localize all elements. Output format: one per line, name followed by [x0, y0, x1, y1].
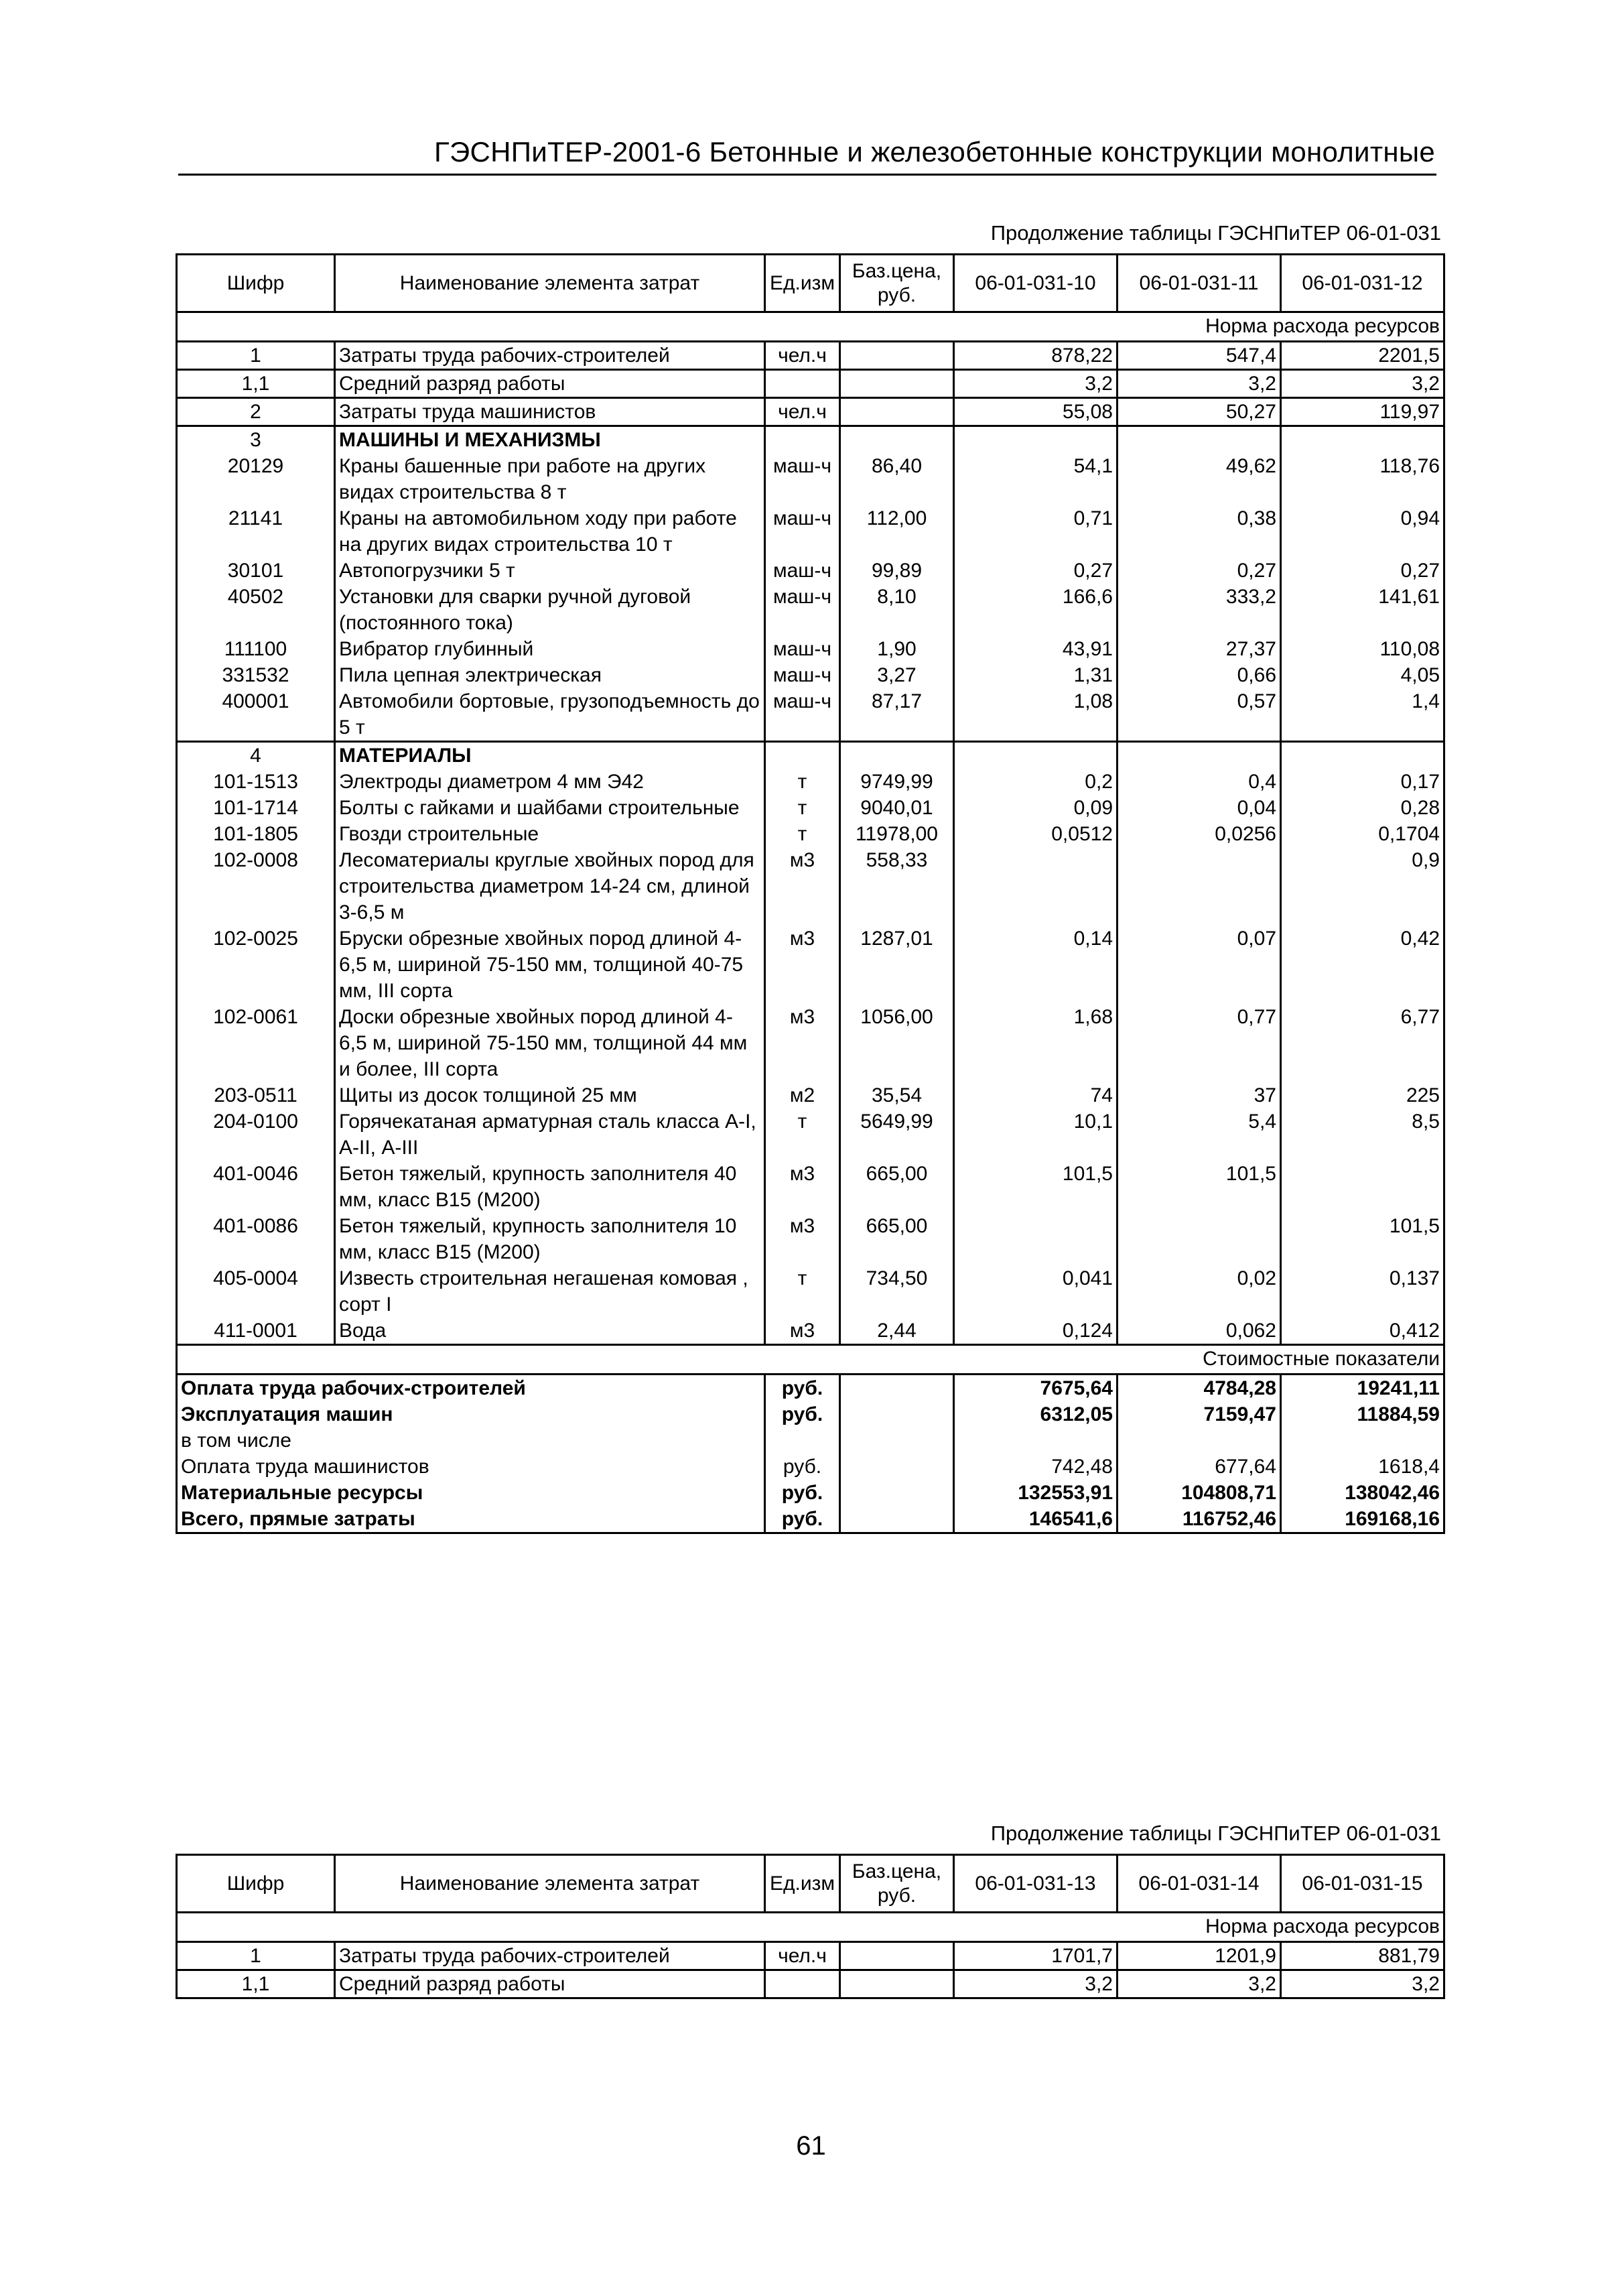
- row-code: 411-0001: [177, 1318, 335, 1345]
- row-code: 405-0004: [177, 1265, 335, 1318]
- row-name: Лесоматериалы круглые хвойных пород для строительства диаметром 14-24 см, длиной 3-6,5 м: [335, 847, 765, 926]
- col-code1-header: 06-01-031-13: [954, 1855, 1118, 1913]
- cost-value-2: 7159,47: [1118, 1401, 1281, 1427]
- running-header-text: ГЭСНПиТЕР-2001-6 Бетонные и железобетонные конструкции монолитные: [433, 136, 1435, 168]
- row-value-1: 0,0512: [954, 821, 1118, 847]
- row-value-3: [1281, 1161, 1444, 1213]
- cost-unit: руб.: [765, 1401, 840, 1427]
- table-row: [177, 1265, 1444, 1318]
- col-code-header: Шифр: [177, 1855, 335, 1913]
- row-name: Горячекатаная арматурная сталь класса А-I, А-II, А-III: [335, 1108, 765, 1161]
- table1-caption: Продолжение таблицы ГЭСНПиТЕР 06-01-031: [990, 221, 1441, 245]
- row-price: 112,00: [840, 505, 954, 558]
- cost-row: [177, 1506, 1444, 1533]
- row-code: 111100: [177, 636, 335, 662]
- row-value-1: [954, 847, 1118, 926]
- row-value-2: 0,04: [1118, 795, 1281, 821]
- table-row: [177, 662, 1444, 688]
- table-row: [177, 1082, 1444, 1108]
- row-code: 331532: [177, 662, 335, 688]
- row-value-3: 0,28: [1281, 795, 1444, 821]
- row-value-2: 0,57: [1118, 688, 1281, 742]
- row-value-1: 3,2: [954, 370, 1118, 398]
- table-row: [177, 769, 1444, 795]
- row-value-2: [1118, 426, 1281, 454]
- row-unit: маш-ч: [765, 505, 840, 558]
- row-price: 8,10: [840, 584, 954, 636]
- row-value-1: 0,124: [954, 1318, 1118, 1345]
- resource-table-2: [176, 1854, 1445, 1999]
- table-row: [177, 847, 1444, 926]
- cost-unit: руб.: [765, 1506, 840, 1533]
- cost-value-3: 138042,46: [1281, 1480, 1444, 1506]
- cost-label: Стоимостные показатели: [954, 1345, 1444, 1375]
- table-row: [177, 584, 1444, 636]
- cost-value-2: 677,64: [1118, 1454, 1281, 1480]
- row-value-3: 0,412: [1281, 1318, 1444, 1345]
- row-value-2: 0,062: [1118, 1318, 1281, 1345]
- row-price: 3,27: [840, 662, 954, 688]
- row-unit: чел.ч: [765, 1942, 840, 1970]
- row-name: Вода: [335, 1318, 765, 1345]
- resource-table-1: [176, 253, 1445, 1534]
- col-unit-header: Ед.изм: [765, 255, 840, 312]
- col-price-header: Баз.цена, руб.: [840, 1855, 954, 1913]
- cost-row: [177, 1375, 1444, 1402]
- table2-caption: Продолжение таблицы ГЭСНПиТЕР 06-01-031: [990, 1822, 1441, 1845]
- cost-value-2: [1118, 1427, 1281, 1454]
- cost-row: [177, 1480, 1444, 1506]
- cost-value-1: 742,48: [954, 1454, 1118, 1480]
- row-value-2: 50,27: [1118, 398, 1281, 426]
- row-name: Установки для сварки ручной дуговой (постоянного тока): [335, 584, 765, 636]
- row-price: 1,90: [840, 636, 954, 662]
- row-value-2: 5,4: [1118, 1108, 1281, 1161]
- col-code2-header: 06-01-031-11: [1118, 255, 1281, 312]
- table-row: [177, 370, 1444, 398]
- row-value-1: 878,22: [954, 342, 1118, 370]
- row-name: Бетон тяжелый, крупность заполнителя 40 мм, класс В15 (М200): [335, 1161, 765, 1213]
- cost-value-1: [954, 1427, 1118, 1454]
- row-price: 734,50: [840, 1265, 954, 1318]
- row-value-3: 2201,5: [1281, 342, 1444, 370]
- table2-resource-rows: [177, 1942, 1444, 1998]
- row-unit: чел.ч: [765, 342, 840, 370]
- row-unit: м3: [765, 1318, 840, 1345]
- cost-price: [840, 1506, 954, 1533]
- row-value-1: 1,08: [954, 688, 1118, 742]
- row-value-3: 0,9: [1281, 847, 1444, 926]
- row-price: [840, 398, 954, 426]
- cost-unit: руб.: [765, 1454, 840, 1480]
- row-unit: маш-ч: [765, 636, 840, 662]
- row-value-2: [1118, 847, 1281, 926]
- row-value-2: 0,27: [1118, 558, 1281, 584]
- row-value-2: 0,38: [1118, 505, 1281, 558]
- row-price: 1056,00: [840, 1004, 954, 1082]
- col-code1-header: 06-01-031-10: [954, 255, 1118, 312]
- col-name-header: Наименование элемента затрат: [335, 255, 765, 312]
- row-code: 3: [177, 426, 335, 454]
- row-unit: маш-ч: [765, 688, 840, 742]
- row-code: 400001: [177, 688, 335, 742]
- table-row: [177, 926, 1444, 1004]
- row-unit: маш-ч: [765, 558, 840, 584]
- row-value-2: 333,2: [1118, 584, 1281, 636]
- row-code: 2: [177, 398, 335, 426]
- cost-label-cell: Материальные ресурсы: [177, 1480, 765, 1506]
- row-value-1: 1701,7: [954, 1942, 1118, 1970]
- row-value-3: [1281, 742, 1444, 769]
- row-value-3: 0,17: [1281, 769, 1444, 795]
- row-value-3: 110,08: [1281, 636, 1444, 662]
- norm-label: Норма расхода ресурсов: [954, 312, 1444, 342]
- table-row: [177, 1318, 1444, 1345]
- row-unit: т: [765, 821, 840, 847]
- cost-price: [840, 1427, 954, 1454]
- running-header: [178, 133, 1436, 176]
- row-code: 21141: [177, 505, 335, 558]
- norm-spacer: [177, 1913, 954, 1942]
- table-row: [177, 505, 1444, 558]
- cost-value-1: 132553,91: [954, 1480, 1118, 1506]
- row-value-1: 55,08: [954, 398, 1118, 426]
- cost-price: [840, 1454, 954, 1480]
- table-row: [177, 1161, 1444, 1213]
- row-value-3: 1,4: [1281, 688, 1444, 742]
- row-code: 20129: [177, 453, 335, 505]
- row-value-3: 0,27: [1281, 558, 1444, 584]
- row-unit: м3: [765, 847, 840, 926]
- row-name: Затраты труда рабочих-строителей: [335, 1942, 765, 1970]
- row-value-2: [1118, 1213, 1281, 1265]
- row-value-3: 119,97: [1281, 398, 1444, 426]
- cost-label-cell: Всего, прямые затраты: [177, 1506, 765, 1533]
- row-unit: [765, 370, 840, 398]
- cost-price: [840, 1375, 954, 1402]
- table-row: [177, 688, 1444, 742]
- row-unit: [765, 1970, 840, 1998]
- row-value-1: 0,09: [954, 795, 1118, 821]
- row-code: 102-0008: [177, 847, 335, 926]
- row-price: [840, 742, 954, 769]
- row-price: 9040,01: [840, 795, 954, 821]
- row-value-3: 0,1704: [1281, 821, 1444, 847]
- cost-value-1: 146541,6: [954, 1506, 1118, 1533]
- row-value-1: [954, 742, 1118, 769]
- row-unit: чел.ч: [765, 398, 840, 426]
- cost-price: [840, 1480, 954, 1506]
- row-value-2: 3,2: [1118, 370, 1281, 398]
- table1-resource-rows: [177, 342, 1444, 1345]
- row-value-3: 118,76: [1281, 453, 1444, 505]
- col-code3-header: 06-01-031-15: [1281, 1855, 1444, 1913]
- row-value-1: [954, 426, 1118, 454]
- row-code: 102-0025: [177, 926, 335, 1004]
- table-row: [177, 1942, 1444, 1970]
- row-price: 99,89: [840, 558, 954, 584]
- row-code: 30101: [177, 558, 335, 584]
- row-code: 101-1513: [177, 769, 335, 795]
- table-row: [177, 398, 1444, 426]
- cost-value-3: 19241,11: [1281, 1375, 1444, 1402]
- table-row: [177, 742, 1444, 769]
- row-name: Краны на автомобильном ходу при работе на других видах строительства 10 т: [335, 505, 765, 558]
- row-name: Известь строительная негашеная комовая , сорт I: [335, 1265, 765, 1318]
- row-value-2: 0,4: [1118, 769, 1281, 795]
- cost-unit: руб.: [765, 1375, 840, 1402]
- row-value-2: 0,02: [1118, 1265, 1281, 1318]
- cost-value-1: 7675,64: [954, 1375, 1118, 1402]
- row-code: 101-1714: [177, 795, 335, 821]
- cost-row: [177, 1454, 1444, 1480]
- cost-value-3: 1618,4: [1281, 1454, 1444, 1480]
- row-value-3: 3,2: [1281, 370, 1444, 398]
- row-value-3: 4,05: [1281, 662, 1444, 688]
- row-code: 102-0061: [177, 1004, 335, 1082]
- row-unit: т: [765, 769, 840, 795]
- row-value-1: 1,68: [954, 1004, 1118, 1082]
- cost-price: [840, 1401, 954, 1427]
- row-name: Средний разряд работы: [335, 1970, 765, 1998]
- row-price: 665,00: [840, 1161, 954, 1213]
- row-code: 101-1805: [177, 821, 335, 847]
- row-price: 558,33: [840, 847, 954, 926]
- table-row: [177, 795, 1444, 821]
- row-value-3: 0,42: [1281, 926, 1444, 1004]
- row-price: [840, 426, 954, 454]
- row-unit: т: [765, 1108, 840, 1161]
- row-value-1: 54,1: [954, 453, 1118, 505]
- col-unit-header: Ед.изм: [765, 1855, 840, 1913]
- cost-value-1: 6312,05: [954, 1401, 1118, 1427]
- row-value-2: 1201,9: [1118, 1942, 1281, 1970]
- row-value-3: 3,2: [1281, 1970, 1444, 1998]
- norm-label: Норма расхода ресурсов: [954, 1913, 1444, 1942]
- row-value-2: 101,5: [1118, 1161, 1281, 1213]
- row-value-2: [1118, 742, 1281, 769]
- cost-value-2: 4784,28: [1118, 1375, 1281, 1402]
- row-value-1: 74: [954, 1082, 1118, 1108]
- row-price: 1287,01: [840, 926, 954, 1004]
- row-unit: [765, 426, 840, 454]
- row-unit: т: [765, 795, 840, 821]
- row-value-1: 43,91: [954, 636, 1118, 662]
- row-unit: м3: [765, 926, 840, 1004]
- row-value-2: 0,66: [1118, 662, 1281, 688]
- row-value-2: 0,0256: [1118, 821, 1281, 847]
- row-unit: м3: [765, 1213, 840, 1265]
- row-unit: маш-ч: [765, 662, 840, 688]
- row-value-1: 1,31: [954, 662, 1118, 688]
- cost-label-cell: в том числе: [177, 1427, 765, 1454]
- page-number: 61: [796, 2131, 826, 2161]
- table-row: [177, 1970, 1444, 1998]
- row-name: Гвозди строительные: [335, 821, 765, 847]
- row-price: [840, 1942, 954, 1970]
- row-value-1: 0,041: [954, 1265, 1118, 1318]
- row-name: Вибратор глубинный: [335, 636, 765, 662]
- col-price-header: Баз.цена, руб.: [840, 255, 954, 312]
- row-name: Электроды диаметром 4 мм Э42: [335, 769, 765, 795]
- cost-unit: руб.: [765, 1480, 840, 1506]
- row-value-3: 141,61: [1281, 584, 1444, 636]
- row-code: 1,1: [177, 370, 335, 398]
- row-unit: маш-ч: [765, 453, 840, 505]
- row-price: [840, 370, 954, 398]
- row-unit: т: [765, 1265, 840, 1318]
- col-code2-header: 06-01-031-14: [1118, 1855, 1281, 1913]
- row-unit: м2: [765, 1082, 840, 1108]
- row-name: Средний разряд работы: [335, 370, 765, 398]
- row-name: Краны башенные при работе на других видах строительства 8 т: [335, 453, 765, 505]
- row-value-3: 0,137: [1281, 1265, 1444, 1318]
- cost-value-3: 169168,16: [1281, 1506, 1444, 1533]
- row-value-2: 3,2: [1118, 1970, 1281, 1998]
- col-code-header: Шифр: [177, 255, 335, 312]
- row-code: 401-0086: [177, 1213, 335, 1265]
- row-code: 40502: [177, 584, 335, 636]
- cost-value-2: 116752,46: [1118, 1506, 1281, 1533]
- cost-value-2: 104808,71: [1118, 1480, 1281, 1506]
- row-name: Пила цепная электрическая: [335, 662, 765, 688]
- norm-spacer: [177, 312, 954, 342]
- row-value-3: 225: [1281, 1082, 1444, 1108]
- row-name: Болты с гайками и шайбами строительные: [335, 795, 765, 821]
- row-value-2: 49,62: [1118, 453, 1281, 505]
- row-name: Автопогрузчики 5 т: [335, 558, 765, 584]
- row-unit: маш-ч: [765, 584, 840, 636]
- row-value-2: 27,37: [1118, 636, 1281, 662]
- row-code: 1,1: [177, 1970, 335, 1998]
- row-price: [840, 342, 954, 370]
- cost-label-cell: Оплата труда рабочих-строителей: [177, 1375, 765, 1402]
- row-name: Затраты труда машинистов: [335, 398, 765, 426]
- col-name-header: Наименование элемента затрат: [335, 1855, 765, 1913]
- table-row: [177, 453, 1444, 505]
- row-value-1: 0,2: [954, 769, 1118, 795]
- row-value-1: 0,71: [954, 505, 1118, 558]
- table-row: [177, 1108, 1444, 1161]
- row-value-2: 37: [1118, 1082, 1281, 1108]
- row-name: Автомобили бортовые, грузоподъемность до 5 т: [335, 688, 765, 742]
- table-row: [177, 426, 1444, 454]
- row-value-1: 0,27: [954, 558, 1118, 584]
- row-code: 203-0511: [177, 1082, 335, 1108]
- cost-unit: [765, 1427, 840, 1454]
- row-value-3: 0,94: [1281, 505, 1444, 558]
- row-code: 4: [177, 742, 335, 769]
- row-name: Доски обрезные хвойных пород длиной 4-6,5 м, шириной 75-150 мм, толщиной 44 мм и более, III сорта: [335, 1004, 765, 1082]
- row-value-2: 0,07: [1118, 926, 1281, 1004]
- row-name: Щиты из досок толщиной 25 мм: [335, 1082, 765, 1108]
- table-row: [177, 821, 1444, 847]
- row-price: 9749,99: [840, 769, 954, 795]
- table-row: [177, 1004, 1444, 1082]
- row-value-1: 101,5: [954, 1161, 1118, 1213]
- row-price: 35,54: [840, 1082, 954, 1108]
- row-price: 5649,99: [840, 1108, 954, 1161]
- cost-row: [177, 1427, 1444, 1454]
- table-row: [177, 558, 1444, 584]
- row-price: 11978,00: [840, 821, 954, 847]
- row-value-1: 10,1: [954, 1108, 1118, 1161]
- row-value-1: 166,6: [954, 584, 1118, 636]
- row-price: 665,00: [840, 1213, 954, 1265]
- cost-value-3: 11884,59: [1281, 1401, 1444, 1427]
- row-value-3: 101,5: [1281, 1213, 1444, 1265]
- row-name: Бруски обрезные хвойных пород длиной 4-6,5 м, шириной 75-150 мм, толщиной 40-75 мм, III сорта: [335, 926, 765, 1004]
- row-value-3: 6,77: [1281, 1004, 1444, 1082]
- cost-row: [177, 1401, 1444, 1427]
- table-row: [177, 342, 1444, 370]
- row-price: [840, 1970, 954, 1998]
- row-unit: м3: [765, 1161, 840, 1213]
- row-name: МАТЕРИАЛЫ: [335, 742, 765, 769]
- cost-spacer: [177, 1345, 954, 1375]
- cost-label-cell: Оплата труда машинистов: [177, 1454, 765, 1480]
- row-unit: [765, 742, 840, 769]
- row-price: 86,40: [840, 453, 954, 505]
- row-price: 2,44: [840, 1318, 954, 1345]
- col-code3-header: 06-01-031-12: [1281, 255, 1444, 312]
- row-code: 1: [177, 342, 335, 370]
- row-value-3: 881,79: [1281, 1942, 1444, 1970]
- row-unit: м3: [765, 1004, 840, 1082]
- row-value-2: 547,4: [1118, 342, 1281, 370]
- row-code: 401-0046: [177, 1161, 335, 1213]
- row-name: Бетон тяжелый, крупность заполнителя 10 мм, класс В15 (М200): [335, 1213, 765, 1265]
- row-value-3: 8,5: [1281, 1108, 1444, 1161]
- row-name: МАШИНЫ И МЕХАНИЗМЫ: [335, 426, 765, 454]
- row-code: 1: [177, 1942, 335, 1970]
- row-value-2: 0,77: [1118, 1004, 1281, 1082]
- row-price: 87,17: [840, 688, 954, 742]
- row-value-1: [954, 1213, 1118, 1265]
- cost-value-3: [1281, 1427, 1444, 1454]
- cost-label-cell: Эксплуатация машин: [177, 1401, 765, 1427]
- row-code: 204-0100: [177, 1108, 335, 1161]
- row-value-3: [1281, 426, 1444, 454]
- row-value-1: 0,14: [954, 926, 1118, 1004]
- table-row: [177, 1213, 1444, 1265]
- row-value-1: 3,2: [954, 1970, 1118, 1998]
- table1-cost-rows: [177, 1375, 1444, 1533]
- row-name: Затраты труда рабочих-строителей: [335, 342, 765, 370]
- table-row: [177, 636, 1444, 662]
